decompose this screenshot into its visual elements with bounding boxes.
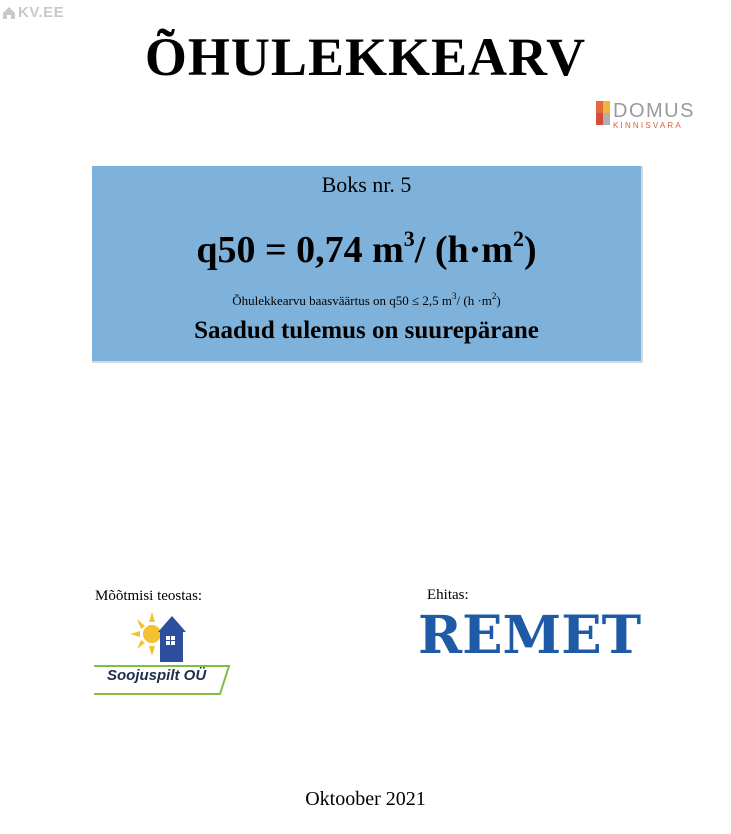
soojuspilt-logo	[92, 610, 232, 696]
domus-logo	[596, 101, 695, 130]
box-number: Boks nr. 5	[321, 172, 412, 197]
base-value: Õhulekkearvu baasväärtus on q50 ≤ 2,5 $m^3/$ $(h \cdot m^2)$	[232, 291, 501, 308]
builder-label: Ehitas:	[427, 587, 469, 603]
formula: q50 = 0,74 $m^3/$ $(h\cdot m^2)$	[196, 226, 537, 271]
measured-by-label: Mõõtmisi teostas:	[95, 588, 203, 604]
house-icon	[2, 6, 16, 20]
document-date: Oktoober 2021	[305, 788, 426, 810]
domus-logo-sub: KINNISVARA	[613, 121, 683, 130]
watermark-text: KV.EE	[18, 4, 65, 21]
remet-logo: REMET	[418, 605, 642, 666]
soojuspilt-logo-text: Soojuspilt OÜ	[107, 667, 207, 684]
domus-logo-word: DOMUS	[613, 100, 695, 122]
result-box	[92, 166, 643, 363]
page-title: ÕHULEKKEARV	[144, 27, 587, 87]
result-text: Saadud tulemus on suurepärane	[194, 317, 539, 344]
domus-mark-icon	[596, 101, 610, 125]
kv-watermark	[2, 4, 64, 21]
